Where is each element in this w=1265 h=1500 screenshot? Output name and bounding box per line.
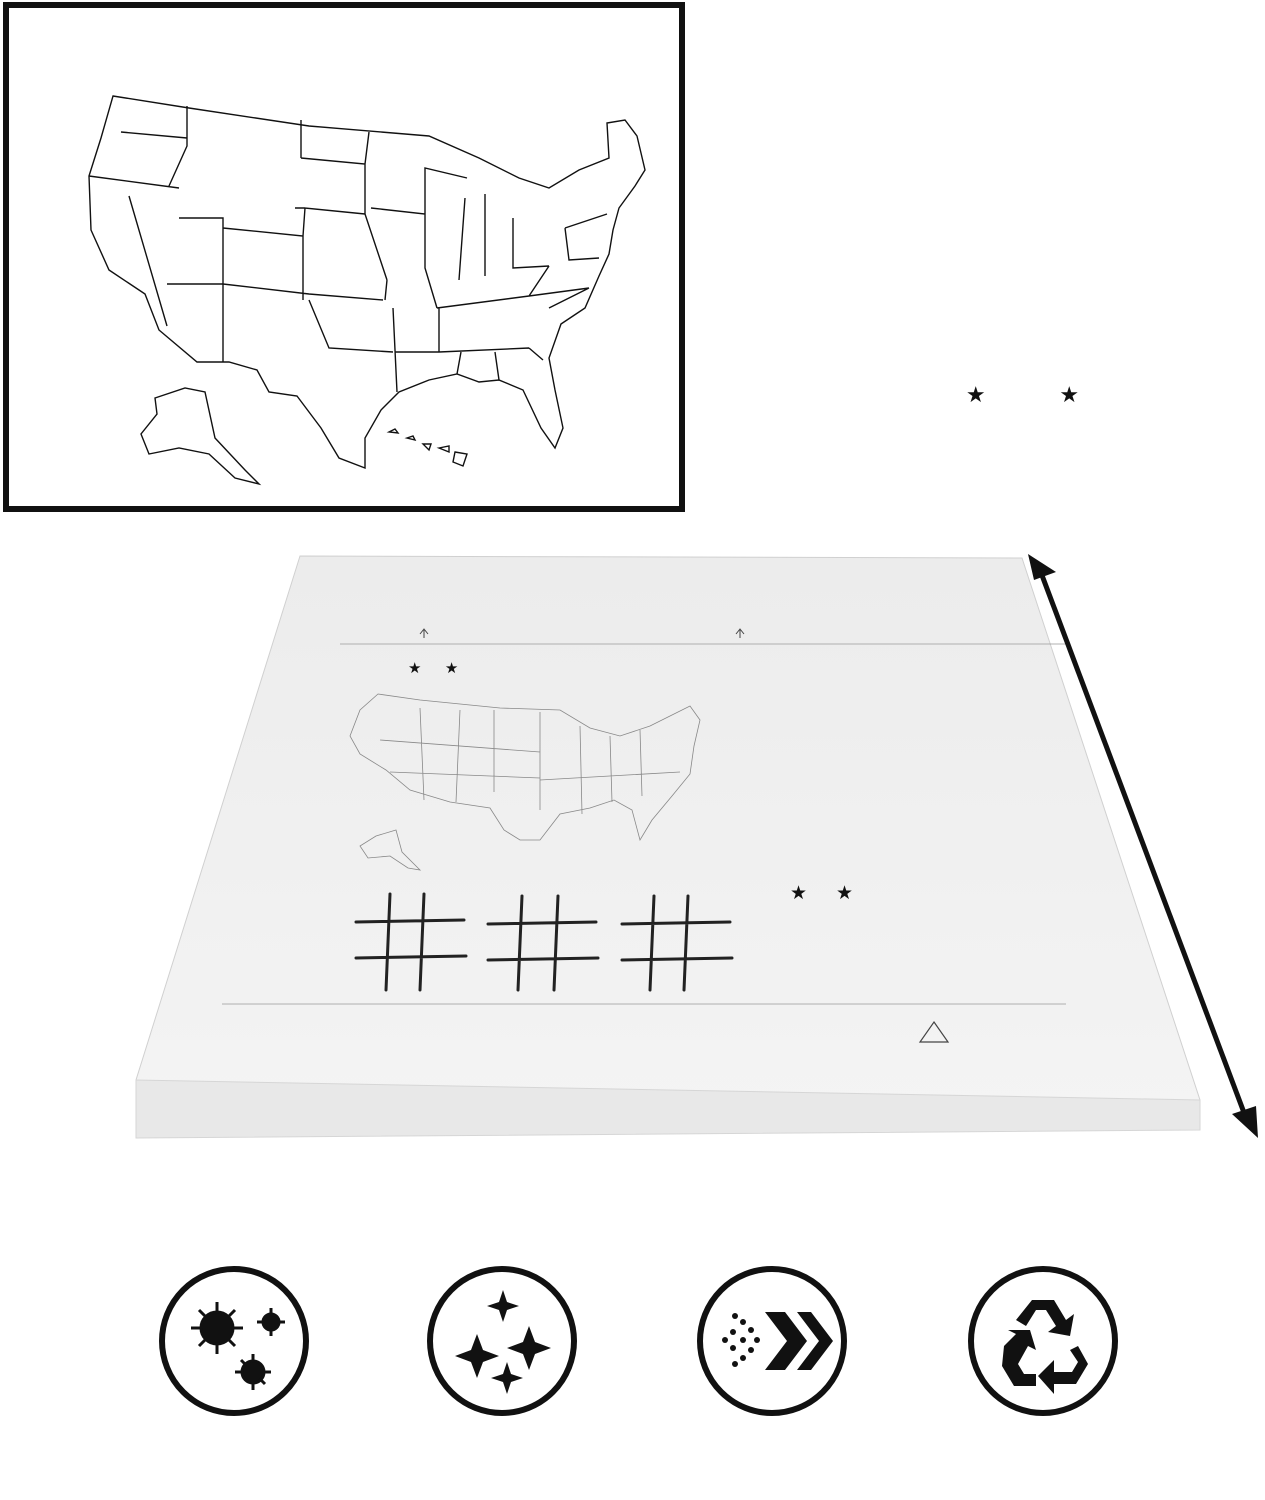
bag-word-search-row <box>766 767 1022 783</box>
star-icon: ★ <box>965 383 987 408</box>
word-search-row <box>812 148 1242 172</box>
word-search-row <box>812 242 1242 266</box>
word-search-row <box>812 77 1242 101</box>
feature-sanitary <box>367 1266 637 1442</box>
word-search-row <box>812 6 1242 30</box>
bag-map-title: ★ ★ <box>408 659 459 677</box>
bag-find-the-word-title: ★ ★ <box>790 882 854 904</box>
bag-word-search-row <box>766 736 1022 752</box>
word-search-row <box>812 53 1242 77</box>
star-icon: ★ <box>1059 383 1081 408</box>
bag-word-search-row <box>766 705 1022 721</box>
bag-word-search-row <box>766 752 1022 768</box>
word-search-grid <box>812 6 1242 360</box>
find-the-word-title <box>818 372 1228 410</box>
recycle-icon <box>968 1266 1118 1416</box>
word-search-row <box>812 313 1242 337</box>
word-search-row <box>812 100 1242 124</box>
feature-fits <box>637 1266 907 1442</box>
us-map-outline <box>9 8 679 506</box>
bag-word-search-row <box>766 783 1022 799</box>
bag-word-search-row <box>766 690 1022 706</box>
bag-word-search-grid <box>766 674 1022 907</box>
bag-word-search-row <box>766 674 1022 690</box>
word-search-row <box>812 336 1242 360</box>
us-map-panel <box>3 2 685 512</box>
bag-word-search-row <box>766 721 1022 737</box>
bag-word-search-row <box>766 814 1022 830</box>
chevron-arrows-icon <box>697 1266 847 1416</box>
word-search-row <box>812 218 1242 242</box>
word-search-row <box>812 124 1242 148</box>
word-search-row <box>812 266 1242 290</box>
word-search-row <box>812 195 1242 219</box>
bag-word-search-row <box>766 829 1022 845</box>
feature-protects <box>99 1266 369 1442</box>
bag-word-search-row <box>766 798 1022 814</box>
word-search-row <box>812 289 1242 313</box>
tray-bag-illustration <box>0 540 1265 1160</box>
bag-word-search-row <box>766 860 1022 876</box>
germ-icon <box>159 1266 309 1416</box>
word-search-row <box>812 171 1242 195</box>
feature-recycled <box>908 1266 1178 1442</box>
bag-word-search-row <box>766 845 1022 861</box>
word-search-row <box>812 30 1242 54</box>
sparkle-icon <box>427 1266 577 1416</box>
